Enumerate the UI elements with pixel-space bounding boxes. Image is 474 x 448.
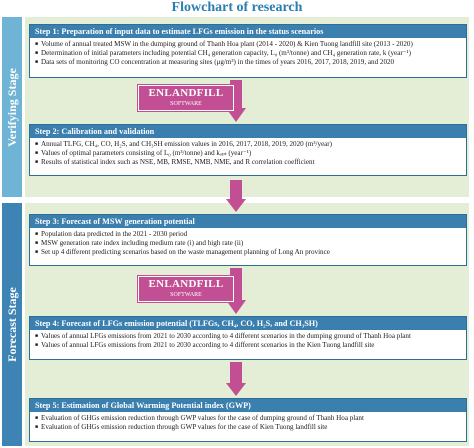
step-5-item: ■ Evaluation of GHGs emission reduction through GWP values for the case of dumping ground of Thanh Hoa plant bbox=[35, 414, 462, 423]
step-5-box bbox=[29, 398, 467, 442]
step-5-heading: Step 5: Estimation of Global Warming Potential index (GWP) bbox=[30, 399, 466, 412]
step-3-item: ■ Population data predicted in the 2021 - 2030 period bbox=[35, 230, 462, 239]
down-arrow-icon bbox=[226, 180, 246, 212]
step-2-item: ■ Results of statistical index such as NSE, MB, RMSE, NMB, NME, and R correlation coefficient bbox=[35, 158, 462, 167]
step-5-item: ■ Evaluation of GHGs emission reduction through GWP values for the case of Kien Tuong landfill site bbox=[35, 423, 462, 432]
step-3-item: ■ Set up 4 different predicting scenarios based on the waste management planning of Long An province bbox=[35, 248, 462, 257]
step-2-heading: Step 2: Calibration and validation bbox=[30, 125, 466, 138]
down-arrow-icon bbox=[226, 362, 246, 396]
step-4-heading: Step 4: Forecast of LFGs emission potential (TLFGs, CH₄, CO, H₂S, and CH₃SH) bbox=[30, 317, 466, 330]
enlandfill-software-badge: ENLANDFILL SOFTWARE bbox=[138, 276, 234, 302]
step-3-item: ■ MSW generation rate index including medium rate (i) and high rate (ii) bbox=[35, 239, 462, 248]
step-4-item: ■ Values of annual LFGs emissions from 2021 to 2030 according to 4 different scenarios in the Kien Tuong landfill site bbox=[35, 341, 462, 350]
step-4-item: ■ Values of annual LFGs emissions from 2021 to 2030 according to 4 different scenarios in the dumping ground of Thanh Hoa plant bbox=[35, 332, 462, 341]
step-1-heading: Step 1: Preparation of input data to estimate LFGs emission in the status scenarios bbox=[30, 25, 466, 38]
step-2-box bbox=[29, 124, 467, 176]
step-1-item: ■ Volume of annual treated MSW in the dumping ground of Thanh Hoa plant (2014 - 2020) & Kien Tuong landfill site (2013 - 2020) bbox=[35, 40, 462, 49]
step-1-item: ■ Determination of initial parameters including potential CH₄ generation capacity, L₀ (m³/tonne) and CH₄ generation rate, k (year⁻¹) bbox=[35, 49, 462, 58]
step-4-box bbox=[29, 316, 467, 360]
forecast-stage-label: Forecast Stage bbox=[2, 203, 22, 446]
step-2-item: ■ Values of optimal parameters consisting of L₀ (m³/tonne) and kₒₚₜ (year⁻¹) bbox=[35, 149, 462, 158]
step-1-box bbox=[29, 24, 467, 78]
enlandfill-software-badge: ENLANDFILL SOFTWARE bbox=[138, 85, 234, 111]
step-2-item: ■ Annual TLFG, CH₄, CO, H₂S, and CH₃SH emission values in 2016, 2017, 2018, 2019, 2020 (m³/year) bbox=[35, 140, 462, 149]
page-title: Flowchart of research bbox=[171, 0, 303, 15]
step-3-heading: Step 3: Forecast of MSW generation potential bbox=[30, 215, 466, 228]
verifying-stage-label: Verifying Stage bbox=[2, 17, 22, 197]
step-3-box bbox=[29, 214, 467, 266]
step-1-item: ■ Data sets of monitoring CO concentration at measuring sites (μg/m³) in the times of years 2016, 2017, 2018, 2019, and 2020 bbox=[35, 58, 462, 67]
